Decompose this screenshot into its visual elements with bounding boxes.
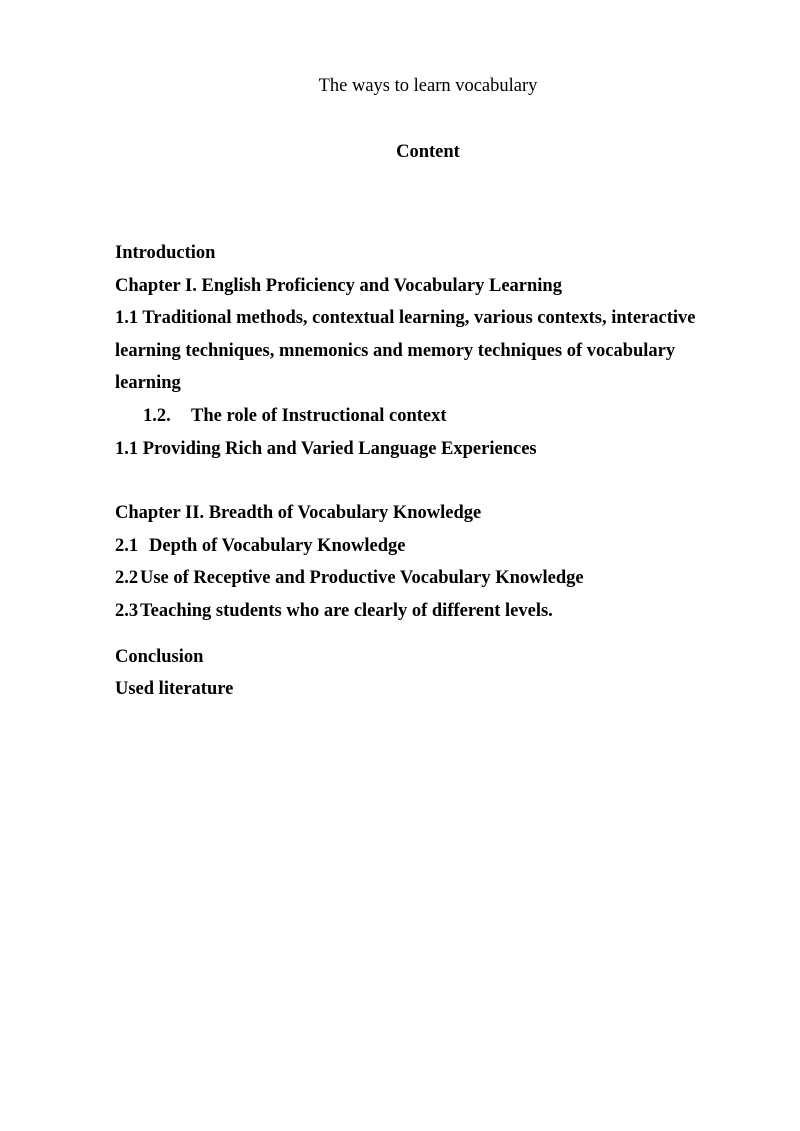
document-title: The ways to learn vocabulary xyxy=(318,76,538,96)
toc-chapter-2: Chapter II. Breadth of Vocabulary Knowledge xyxy=(115,503,482,524)
toc-item-2-2-text: Use of Receptive and Productive Vocabulary Knowledge xyxy=(140,568,584,589)
toc-item-2-3-number: 2.3 xyxy=(115,600,139,621)
toc-conclusion: Conclusion xyxy=(115,646,204,667)
toc-item-1-1-experiences: 1.1 Providing Rich and Varied Language Experiences xyxy=(115,438,537,459)
toc-item-2-2-number: 2.2 xyxy=(115,568,139,589)
toc-spacer xyxy=(115,465,735,497)
toc-item-1-2-number: 1.2. xyxy=(143,405,171,426)
toc-item-1-2 xyxy=(115,400,735,433)
content-heading: Content xyxy=(396,142,460,162)
table-of-contents xyxy=(115,237,735,706)
toc-item-1-1-methods: 1.1 Traditional methods, contextual learning, various contexts, interactive learning techniques, mnemonics and memory techniques of vocabulary learning xyxy=(115,308,696,394)
toc-introduction: Introduction xyxy=(115,243,216,263)
toc-item-2-3-text: Teaching students who are clearly of different levels. xyxy=(140,600,553,621)
toc-item-2-3 xyxy=(115,595,735,628)
toc-item-1-2-text: The role of Instructional context xyxy=(191,405,447,426)
toc-spacer xyxy=(115,628,735,641)
toc-item-2-1-text: Depth of Vocabulary Knowledge xyxy=(149,535,406,556)
toc-chapter-1: Chapter I. English Proficiency and Vocabulary Learning xyxy=(115,275,562,296)
toc-item-2-1 xyxy=(115,530,735,563)
toc-item-2-1-number: 2.1 xyxy=(115,535,139,556)
toc-item-2-2 xyxy=(115,562,735,595)
toc-used-literature: Used literature xyxy=(115,679,234,700)
